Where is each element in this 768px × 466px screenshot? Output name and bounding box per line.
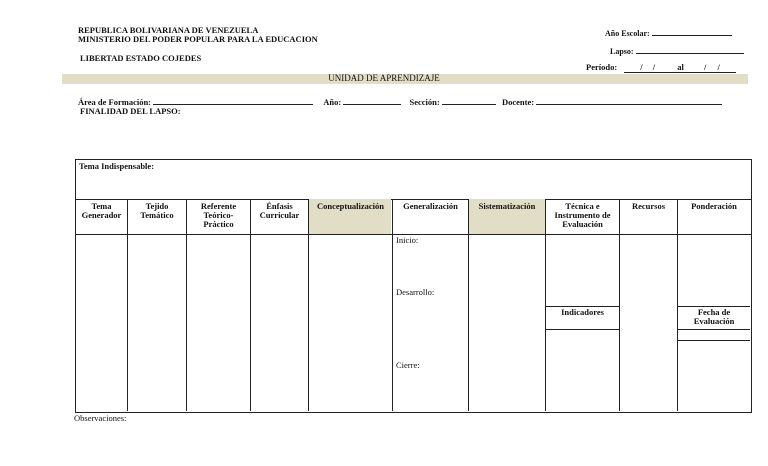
tema-indispensable-label: Tema Indispensable: [79, 161, 155, 171]
anio-label: Año: [323, 97, 342, 107]
header-line-1: REPUBLICA BOLIVARIANA DE VENEZUELA [78, 25, 259, 35]
col-line-8 [619, 199, 620, 411]
anio-escolar-blank [652, 27, 732, 36]
periodo-sep-2: / [652, 62, 656, 72]
col-tecnica-instrumento: Técnica e Instrumento de Evaluación [554, 201, 611, 229]
col-generalizacion: Generalización [403, 201, 458, 211]
col-ponderacion: Ponderación [691, 201, 737, 211]
col-line-2 [186, 199, 187, 411]
col-referente: Referente Teórico-Práctico [200, 201, 237, 229]
periodo-sep-4: / [717, 62, 720, 72]
lapso-blank [636, 45, 744, 54]
col-line-7 [545, 199, 546, 411]
fecha-evaluacion-label: Fecha de Evaluación [693, 307, 735, 326]
docente-blank [536, 96, 722, 105]
col-line-5 [392, 199, 393, 411]
docente-label: Docente: [501, 97, 535, 107]
periodo-blank [624, 62, 736, 73]
periodo-sep-3: / [704, 62, 707, 72]
header-line-3: LIBERTAD ESTADO COJEDES [80, 53, 202, 63]
col-sistematizacion: Sistematización [478, 201, 536, 211]
col-line-4 [308, 199, 309, 411]
observaciones-label: Observaciones: [74, 413, 127, 423]
periodo-al: al [677, 62, 684, 72]
col-line-6 [468, 199, 469, 411]
finalidad-label: FINALIDAD DEL LAPSO: [80, 106, 181, 116]
anio-blank [343, 96, 401, 105]
lapso-label: Lapso: [610, 47, 634, 56]
indicadores-label: Indicadores [561, 307, 604, 317]
fecha-line-2 [677, 340, 750, 341]
seccion-label: Sección: [409, 97, 440, 107]
col-tejido-tematico: Tejido Temático [140, 201, 174, 220]
area-formacion-blank [153, 96, 313, 105]
band-title: UNIDAD DE APRENDIZAJE [328, 73, 440, 83]
col-conceptualizacion: Conceptualización [316, 201, 385, 211]
periodo-sep-1: / [640, 62, 643, 72]
header-divider [75, 199, 751, 200]
col-tema-generador: Tema Generador [81, 201, 122, 220]
anio-escolar-label: Año Escolar: [605, 29, 650, 38]
indicadores-bottom-line [545, 329, 619, 330]
col-enfasis: Énfasis Curricular [259, 201, 300, 220]
periodo-field [586, 62, 736, 73]
phase-desarrollo: Desarrollo: [396, 287, 435, 297]
phase-inicio: Inicio: [396, 235, 419, 245]
anio-escolar-field [605, 27, 732, 38]
fecha-line-1 [677, 329, 750, 330]
lapso-field [610, 45, 744, 56]
phase-cierre: Cierre: [396, 360, 420, 370]
area-formacion-label: Área de Formación: [78, 97, 152, 107]
col-line-9 [677, 199, 678, 411]
header-line-2: MINISTERIO DEL PODER POPULAR PARA LA EDUCACION [78, 34, 318, 44]
planning-table [75, 159, 752, 413]
col-recursos: Recursos [631, 201, 666, 211]
col-line-1 [127, 199, 128, 411]
periodo-label: Período: [586, 62, 618, 72]
seccion-blank [442, 96, 496, 105]
col-line-3 [250, 199, 251, 411]
